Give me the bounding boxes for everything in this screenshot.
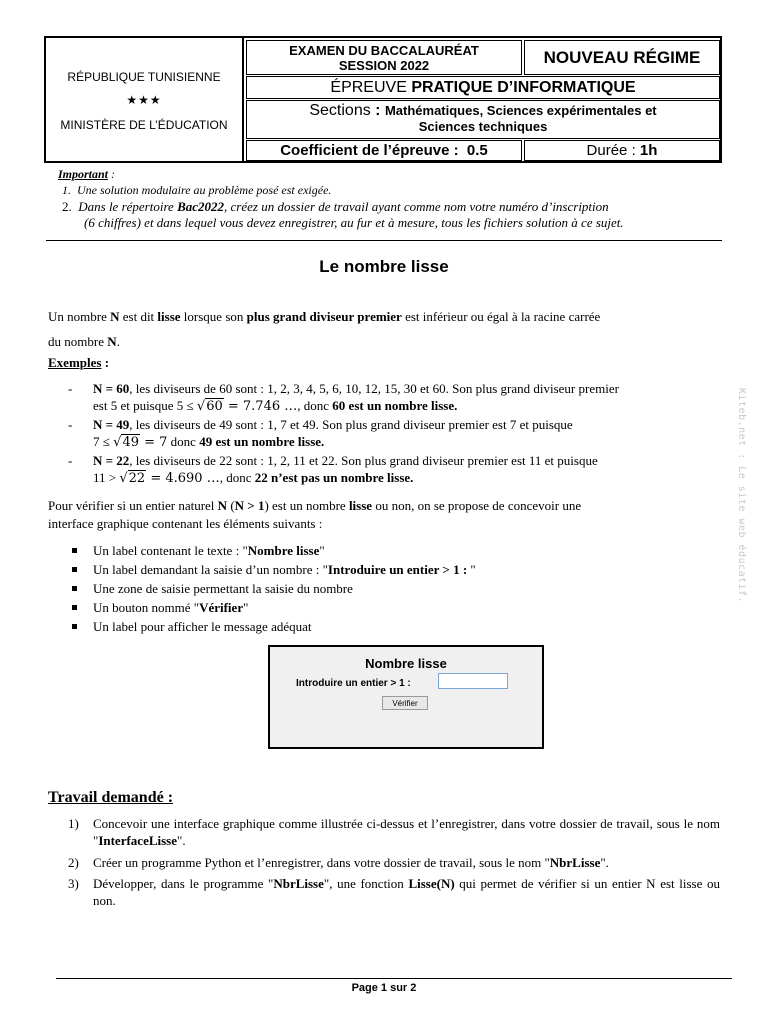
bullet-item: Une zone de saisie permettant la saisie du nombre: [48, 579, 720, 598]
site-watermark: Kiteb.net : Le site web éducatif.: [736, 388, 747, 604]
example-49: - N = 49, les diviseurs de 49 sont : 1, 7 et 49. Son plus grand diviseur premier est 7 et puisque 7 ≤ √49 = 7 donc 49 est un nombre lisse.: [68, 417, 573, 450]
footer-divider: [56, 978, 732, 979]
mockup-title-label: Nombre lisse: [365, 656, 447, 671]
bullet-item: Un label demandant la saisie d’un nombre : "Introduire un entier > 1 : ": [48, 560, 720, 579]
task-item: 2) Créer un programme Python et l’enregistrer, dans votre dossier de travail, sous le nom "NbrLisse".: [68, 855, 609, 870]
ministry-cell: [46, 38, 244, 161]
interface-mockup: [268, 645, 544, 749]
example-22: - N = 22, les diviseurs de 22 sont : 1, 2, 11 et 22. Son plus grand diviseur premier est 11 et puisque 11 > √22 = 4.690 …, donc 22 n’est pas un nombre lisse.: [68, 453, 598, 486]
tasks-list: [48, 815, 720, 909]
example-60: - N = 60, les diviseurs de 60 sont : 1, 2, 3, 4, 5, 6, 10, 12, 15, 30 et 60. Son plus grand diviseur premier est 5 et puisque 5 ≤ √60 = 7.746 …, donc 60 est un nombre lisse.: [68, 381, 619, 414]
elements-list: [48, 541, 720, 636]
sections-cell: Sections : Mathématiques, Sciences expérimentales et Sciences techniques: [246, 100, 720, 139]
verify-button[interactable]: Vérifier: [382, 696, 428, 710]
verification-paragraph: Pour vérifier si un entier naturel N (N > 1) est un nombre lisse ou non, on se propose de concevoir une interface graphique contenant les éléments suivants :: [48, 498, 582, 531]
coefficient-cell: [246, 140, 522, 161]
duree-label: Durée :: [586, 142, 636, 159]
republic-label: RÉPUBLIQUE TUNISIENNE: [67, 70, 221, 84]
sections-value-2: Sciences techniques: [418, 119, 548, 134]
bullet-item: Un bouton nommé "Vérifier": [48, 598, 720, 617]
exam-title: EXAMEN DU BACCALAURÉAT: [289, 43, 479, 58]
session-label: SESSION 2022: [338, 58, 430, 73]
page-title: Le nombre lisse: [319, 257, 449, 276]
exam-header-table: [44, 36, 722, 163]
duree-value: 1h: [639, 142, 658, 159]
mockup-prompt-label: Introduire un entier > 1 :: [296, 678, 411, 689]
coef-label: Coefficient de l’épreuve :: [280, 142, 459, 159]
sections-label: Sections: [309, 102, 371, 119]
important-item-2: 2. Dans le répertoire Bac2022, créez un dossier de travail ayant comme nom votre numéro d’inscription (6 chiffres) et dans lequel vous devez enregistrer, au fur et à mesure, tous les fichiers solution à ce sujet.: [62, 199, 624, 230]
important-item-1: 1. Une solution modulaire au problème posé est exigée.: [62, 183, 332, 197]
header-divider: [46, 240, 722, 241]
regime-cell: NOUVEAU RÉGIME: [524, 40, 720, 75]
bullet-item: Un label pour afficher le message adéquat: [48, 617, 720, 636]
bullet-item: Un label contenant le texte : "Nombre lisse": [48, 541, 720, 560]
sections-value-1: Mathématiques, Sciences expérimentales et: [384, 103, 657, 118]
ministry-label: MINISTÈRE DE L’ÉDUCATION: [60, 118, 228, 132]
travail-heading: Travail demandé :: [48, 789, 174, 806]
coef-value: 0.5: [466, 142, 488, 159]
important-heading: Important :: [58, 167, 116, 181]
epreuve-prefix: ÉPREUVE: [330, 79, 407, 96]
duree-cell: [524, 140, 720, 161]
task-item: 1) Concevoir une interface graphique comme illustrée ci-dessus et l’enregistrer, dans votre dossier de travail, sous le nom "InterfaceLisse".: [68, 816, 720, 848]
examples-list: [48, 380, 720, 487]
examples-label: Exemples :: [48, 355, 110, 370]
mockup-number-input[interactable]: [438, 673, 508, 689]
stars-emblem: ★★★: [126, 93, 162, 107]
task-item: 3) Développer, dans le programme "NbrLisse", une fonction Lisse(N) qui permet de vérifier si un entier N est lisse ou non.: [68, 876, 720, 908]
page-number: Page 1 sur 2: [351, 982, 417, 994]
epreuve-cell: [246, 76, 720, 99]
exam-session-cell: [246, 40, 522, 75]
intro-paragraph: Un nombre N est dit lisse lorsque son plus grand diviseur premier est inférieur ou égal à la racine carrée du nombre N.: [48, 309, 601, 349]
epreuve-main: PRATIQUE D’INFORMATIQUE: [411, 79, 636, 96]
